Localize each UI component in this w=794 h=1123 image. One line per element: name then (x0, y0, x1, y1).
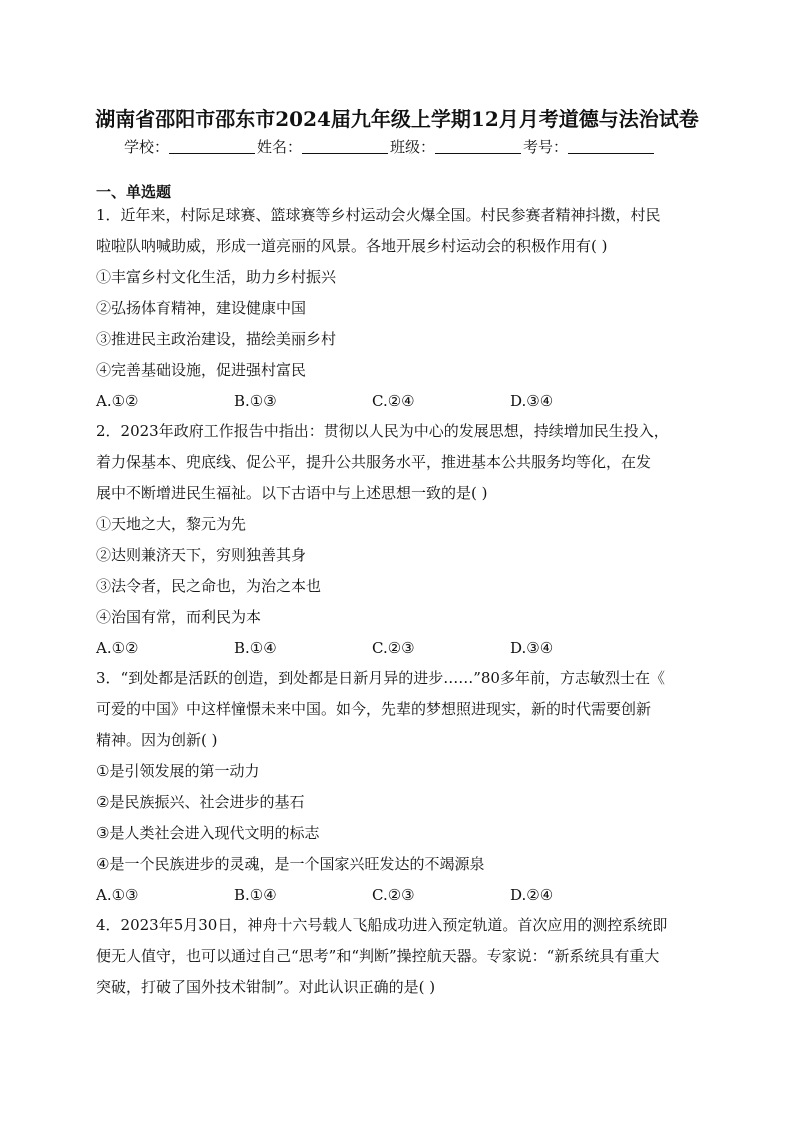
question-1-item: ④完善基础设施，促进强村富民 (96, 361, 307, 379)
number-blank[interactable] (568, 139, 654, 154)
section-heading: 一、单选题 (96, 183, 172, 201)
option-b[interactable]: B.①③ (234, 392, 277, 410)
question-2 (96, 416, 700, 663)
option-b[interactable]: B.①④ (234, 639, 277, 657)
option-d[interactable]: D.③④ (510, 639, 554, 657)
question-3-stem-line: 精神。因为创新( ) (96, 731, 218, 749)
question-2-item: ②达则兼济天下，穷则独善其身 (96, 546, 307, 564)
question-3-stem-line: 可爱的中国》中这样憧憬未来中国。如今，先辈的梦想照进现实，新的时代需要创新 (96, 700, 652, 718)
question-2-item: ①天地之大，黎元为先 (96, 515, 247, 533)
school-blank[interactable] (169, 139, 255, 154)
option-a[interactable]: A.①② (96, 639, 139, 657)
question-1-item: ③推进民主政治建设，描绘美丽乡村 (96, 330, 337, 348)
question-3-item: ③是人类社会进入现代文明的标志 (96, 824, 320, 842)
question-2-item: ④治国有常，而利民为本 (96, 608, 262, 626)
question-2-item: ③法令者，民之命也，为治之本也 (96, 577, 322, 595)
question-3-item: ④是一个民族进步的灵魂，是一个国家兴旺发达的不竭源泉 (96, 855, 485, 873)
question-list (96, 200, 700, 1003)
student-info-row (124, 136, 684, 157)
school-label: 学校： (124, 138, 170, 156)
question-4-stem-line: 突破，打破了国外技术钳制”。对此认识正确的是( ) (96, 978, 436, 996)
question-3 (96, 663, 700, 910)
option-a[interactable]: A.①② (96, 392, 139, 410)
question-1-item: ②弘扬体育精神，建设健康中国 (96, 299, 307, 317)
question-1-options (96, 386, 700, 416)
question-1-item: ①丰富乡村文化生活，助力乡村振兴 (96, 268, 337, 286)
question-3-item: ②是民族振兴、社会进步的基石 (96, 793, 305, 811)
class-blank[interactable] (435, 139, 521, 154)
number-label: 考号： (523, 138, 569, 156)
option-b[interactable]: B.①④ (234, 886, 277, 904)
question-3-stem-line: 3．“到处都是活跃的创造，到处都是日新月异的进步……”80多年前，方志敏烈士在《 (96, 669, 665, 687)
option-c[interactable]: C.②③ (372, 639, 415, 657)
name-label: 姓名： (257, 138, 303, 156)
option-d[interactable]: D.③④ (510, 392, 554, 410)
question-4 (96, 910, 700, 1003)
question-4-stem-line: 4．2023年5月30日，神舟十六号载人飞船成功进入预定轨道。首次应用的测控系统即 (96, 916, 668, 934)
question-3-options (96, 880, 700, 910)
option-c[interactable]: C.②③ (372, 886, 415, 904)
question-1 (96, 200, 700, 416)
question-4-stem-line: 便无人值守，也可以通过自己“思考”和“判断”操控航天器。专家说：“新系统具有重大 (96, 947, 660, 965)
name-blank[interactable] (302, 139, 388, 154)
question-2-stem-line: 着力保基本、兜底线、促公平，提升公共服务水平，推进基本公共服务均等化，在发 (96, 453, 652, 471)
class-label: 班级： (390, 138, 436, 156)
question-2-stem-line: 展中不断增进民生福祉。以下古语中与上述思想一致的是( ) (96, 484, 488, 502)
question-3-item: ①是引领发展的第一动力 (96, 762, 260, 780)
question-1-stem-line: 1．近年来，村际足球赛、篮球赛等乡村运动会火爆全国。村民参赛者精神抖擞，村民 (96, 206, 661, 224)
question-1-stem-line: 啦啦队呐喊助威，形成一道亮丽的风景。各地开展乡村运动会的积极作用有( ) (96, 237, 608, 255)
option-a[interactable]: A.①③ (96, 886, 139, 904)
option-d[interactable]: D.②④ (510, 886, 554, 904)
page-title: 湖南省邵阳市邵东市2024届九年级上学期12月月考道德与法治试卷 (95, 107, 699, 131)
question-2-options (96, 633, 700, 663)
option-c[interactable]: C.②④ (372, 392, 415, 410)
question-2-stem-line: 2．2023年政府工作报告中指出：贯彻以人民为中心的发展思想，持续增加民生投入， (96, 422, 669, 440)
